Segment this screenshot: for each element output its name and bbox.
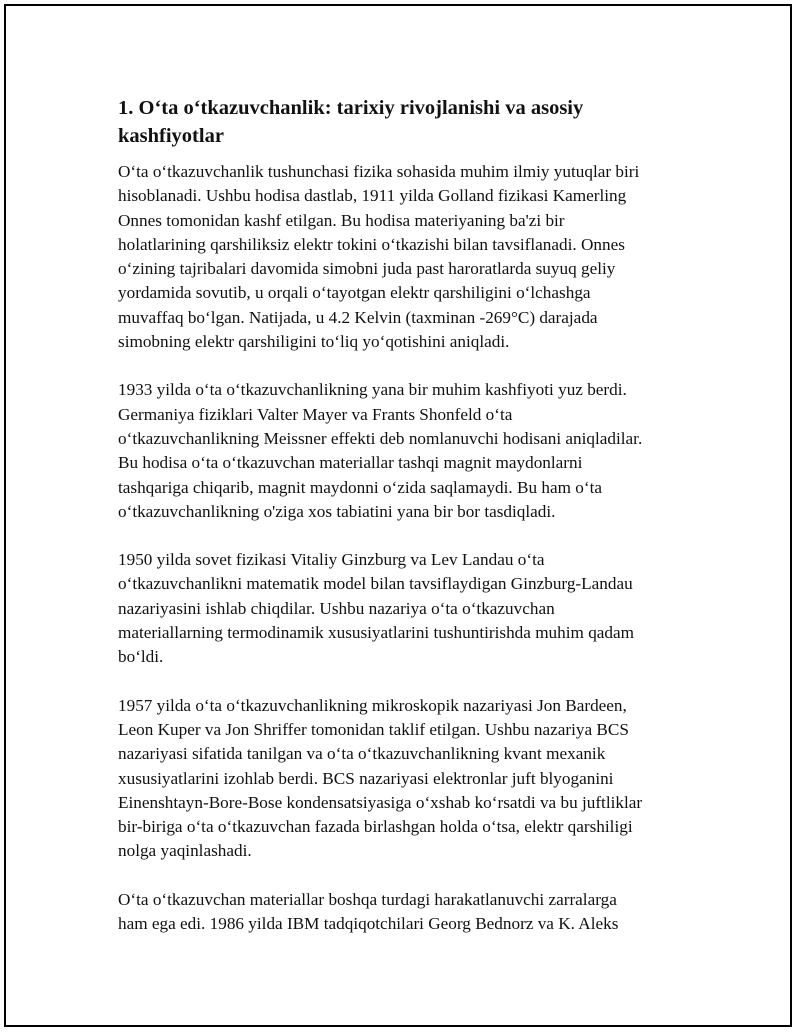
- paragraph-4: 1957 yilda o‘ta o‘tkazuvchanlikning mikroskopik nazariyasi Jon Bardeen, Leon Kuper va Jon Shriffer tomonidan taklif etilgan. Ushbu nazariya BCS nazariyasi sifatida tanilgan va o‘ta o‘tkazuvchanlikning kvant mexanik xususiyatlarini izohlab berdi. BCS nazariyasi elektronlar juft blyoganini Einenshtayn-Bore-Bose kondensatsiyasiga o‘xshab ko‘rsatdi va bu juftliklar bir-biriga o‘ta o‘tkazuvchan fazada birlashgan holda o‘tsa, elektr qarshiligi nolga yaqinlashadi.: [118, 695, 643, 861]
- paragraph-1: O‘ta o‘tkazuvchanlik tushunchasi fizika sohasida muhim ilmiy yutuqlar biri hisoblanadi. Ushbu hodisa dastlab, 1911 yilda Golland fizikasi Kamerling Onnes tomonidan kashf etilgan. Bu hodisa materiyaning ba'zi bir holatlarining qarshiliksiz elektr tokini o‘tkazishi bilan tavsiflanadi. Onnes o‘zining tajribalari davomida simobni juda past haroratlarda suyuq geliy yordamida sovutib, u orqali o‘tayotgan elektr qarshiligini o‘lchashga muvaffaq bo‘lgan. Natijada, u 4.2 Kelvin (taxminan -269°C) darajada simobning elektr qarshiligini to‘liq yo‘qotishini aniqladi.: [118, 162, 640, 352]
- paragraph-2: 1933 yilda o‘ta o‘tkazuvchanlikning yana bir muhim kashfiyoti yuz berdi. Germaniya fiziklari Valter Mayer va Frants Shonfeld o‘ta o‘tkazuvchanlikning Meissner effekti deb nomlanuvchi hodisani aniqladilar. Bu hodisa o‘ta o‘tkazuvchan materiallar tashqi magnit maydonlarni tashqariga chiqarib, magnit maydonni o‘zida saqlamaydi. Bu ham o‘ta o‘tkazuvchanlikning o'ziga xos tabiatini yana bir bor tasdiqladi.: [118, 380, 643, 521]
- paragraph-3: 1950 yilda sovet fizikasi Vitaliy Ginzburg va Lev Landau o‘ta o‘tkazuvchanlikni matematik model bilan tavsiflaydigan Ginzburg-Landau nazariyasini ishlab chiqdilar. Ushbu nazariya o‘ta o‘tkazuvchan materiallarning termodinamik xususiyatlarini tushuntirishda muhim qadam bo‘ldi.: [118, 550, 635, 667]
- paragraph-5: O‘ta o‘tkazuvchan materiallar boshqa turdagi harakatlanuvchi zarralarga ham ega edi. 1986 yilda IBM tadqiqotchilari Georg Bednorz va K. Aleks: [118, 889, 619, 934]
- document-body: [118, 94, 684, 960]
- section-heading: 1. O‘ta o‘tkazuvchanlik: tarixiy rivojlanishi va asosiy kashfiyotlar: [118, 97, 584, 147]
